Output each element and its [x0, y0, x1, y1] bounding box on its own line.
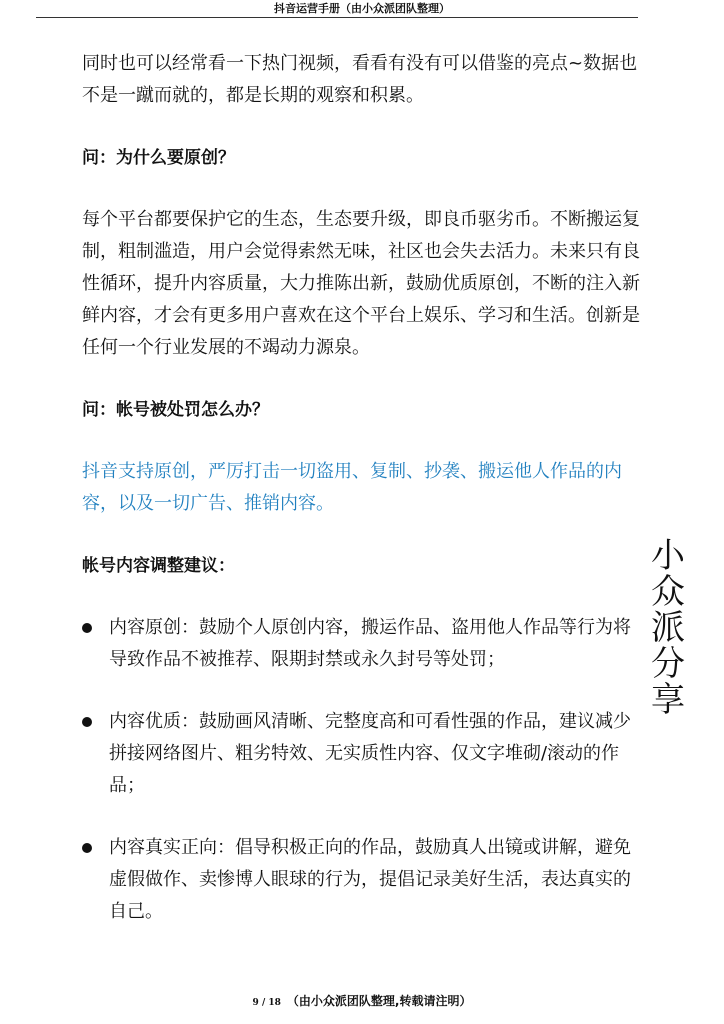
- watermark-char: 小: [651, 536, 685, 576]
- intro-paragraph: 同时也可以经常看一下热门视频，看看有没有可以借鉴的亮点~数据也不是一蹴而就的，都是长期的观察和积累。: [82, 53, 638, 106]
- page-number: 9 / 18: [252, 998, 281, 1008]
- question-heading-penalty: 问：帐号被处罚怎么办？: [82, 400, 269, 420]
- watermark-char: 分: [651, 644, 685, 684]
- bullet-icon: [82, 623, 92, 633]
- answer-paragraph-originality: 每个平台都要保护它的生态，生态要升级，即良币驱劣币。不断搬运复制，粗制滥造，用户会觉得索然无味，社区也会失去活力。未来只有良性循环，提升内容质量，大力推陈出新，鼓励优质原创，不断的注入新鲜内容，才会有更多用户喜欢在这个平台上娱乐、学习和生活。创新是任何一个行业发展的不竭动力源泉。: [82, 209, 640, 358]
- document-body: [82, 48, 642, 958]
- suggestions-heading: 帐号内容调整建议：: [82, 556, 235, 576]
- answer-paragraph-penalty: 抖音支持原创，严厉打击一切盗用、复制、抄袭、搬运他人作品的内容，以及一切广告、推销内容。: [82, 461, 622, 514]
- header-divider: [36, 17, 638, 18]
- list-item-text: 内容原创：鼓励个人原创内容，搬运作品、盗用他人作品等行为将导致作品不被推荐、限期封禁或永久封号等处罚；: [109, 617, 631, 670]
- list-item: [82, 612, 642, 676]
- watermark-char: 享: [651, 680, 685, 720]
- bullet-icon: [82, 717, 92, 727]
- watermark-vertical-text: [648, 538, 688, 718]
- watermark-char: 众: [651, 572, 685, 612]
- header-title: 抖音运营手册（由小众派团队整理）: [274, 2, 450, 15]
- list-item: [82, 706, 642, 802]
- page-footer: [0, 994, 724, 1010]
- list-item-text: 内容优质：鼓励画风清晰、完整度高和可看性强的作品，建议减少拼接网络图片、粗劣特效、无实质性内容、仅文字堆砌/滚动的作品；: [109, 711, 631, 796]
- footer-note: （由小众派团队整理,转载请注明）: [286, 994, 472, 1008]
- question-heading-originality: 问：为什么要原创？: [82, 148, 235, 168]
- list-item-text: 内容真实正向：倡导积极正向的作品，鼓励真人出镜或讲解，避免虚假做作、卖惨博人眼球的行为，提倡记录美好生活，表达真实的自己。: [109, 837, 631, 922]
- bullet-icon: [82, 843, 92, 853]
- list-item: [82, 832, 642, 928]
- watermark-char: 派: [651, 608, 685, 648]
- suggestions-list: [82, 612, 642, 928]
